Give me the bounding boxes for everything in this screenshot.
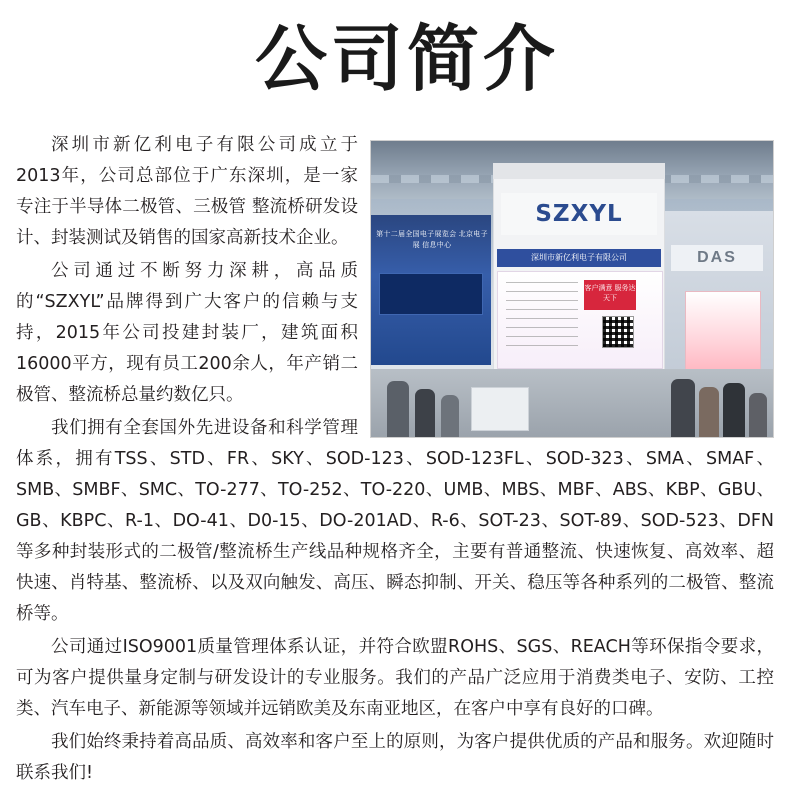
- booth-tower-top: [493, 163, 665, 179]
- content-area: [0, 130, 790, 791]
- poster-badge: 客户满意 服务达天下: [584, 280, 636, 310]
- visitor: [723, 383, 745, 438]
- visitor: [415, 389, 435, 438]
- paragraph-products: 我们拥有全套国外先进设备和科学管理体系，拥有TSS、STD、FR、SKY、SOD-123、SOD-123FL、SOD-323、SMA、SMAF、SMB、SMBF、SMC、TO-277、TO-252、TO-220、UMB、MBS、MBF、ABS、KBP、GBU、GB、KBPC、R-1、DO-41、D0-15、DO-201AD、R-6、SOT-23、SOT-89、SOD-523、DFN等多种封装形式的二极管/整流桥生产线品种规格齐全，主要有普通整流、快速恢复、高效率、超快速、肖特基、整流桥、以及双向触发、高压、瞬态抑制、开关、稳压等各种系列的二极管、整流桥等。: [16, 418, 774, 624]
- visitors: [371, 337, 773, 438]
- left-booth-text: 第十二届全国电子展览会 北京电子展 信息中心: [376, 231, 488, 249]
- visitor: [387, 381, 409, 438]
- paragraph-closing: 我们始终秉持着高品质、高效率和客户至上的原则，为客户提供优质的产品和服务。欢迎随时联系我们!: [16, 732, 774, 783]
- paragraph-brand: 公司通过不断努力深耕，高品质的“SZXYL”品牌得到广大客户的信赖与支持，2015年公司投建封装厂，建筑面积16000平方，现有员工200余人，年产销二极管、整流桥总量约数亿只。: [16, 261, 358, 405]
- right-booth-logo: DAS: [671, 245, 763, 271]
- exhibition-booth-photo: [370, 140, 774, 438]
- booth-brand-logo: SZXYL: [501, 193, 657, 235]
- page-title: 公司简介: [254, 17, 559, 101]
- visitor: [749, 393, 767, 438]
- paragraph-intro: 深圳市新亿利电子有限公司成立于2013年，公司总部位于广东深圳，是一家专注于半导体二极管、三极管 整流桥研发设计、封装测试及销售的国家高新技术企业。: [16, 135, 358, 248]
- paragraph-certification: 公司通过ISO9001质量管理体系认证，并符合欧盟ROHS、SGS、REACH等环保指令要求，可为客户提供量身定制与研发设计的专业服务。我们的产品广泛应用于消费类电子、安防、工控类、汽车电子、新能源等领域并远销欧美及东南亚地区，在客户中享有良好的口碑。: [16, 637, 774, 719]
- left-booth-screen: [379, 273, 483, 315]
- visitor: [441, 395, 459, 438]
- booth-company-name: 深圳市新亿利电子有限公司: [497, 249, 661, 267]
- visitor: [699, 387, 719, 438]
- visitor: [671, 379, 695, 438]
